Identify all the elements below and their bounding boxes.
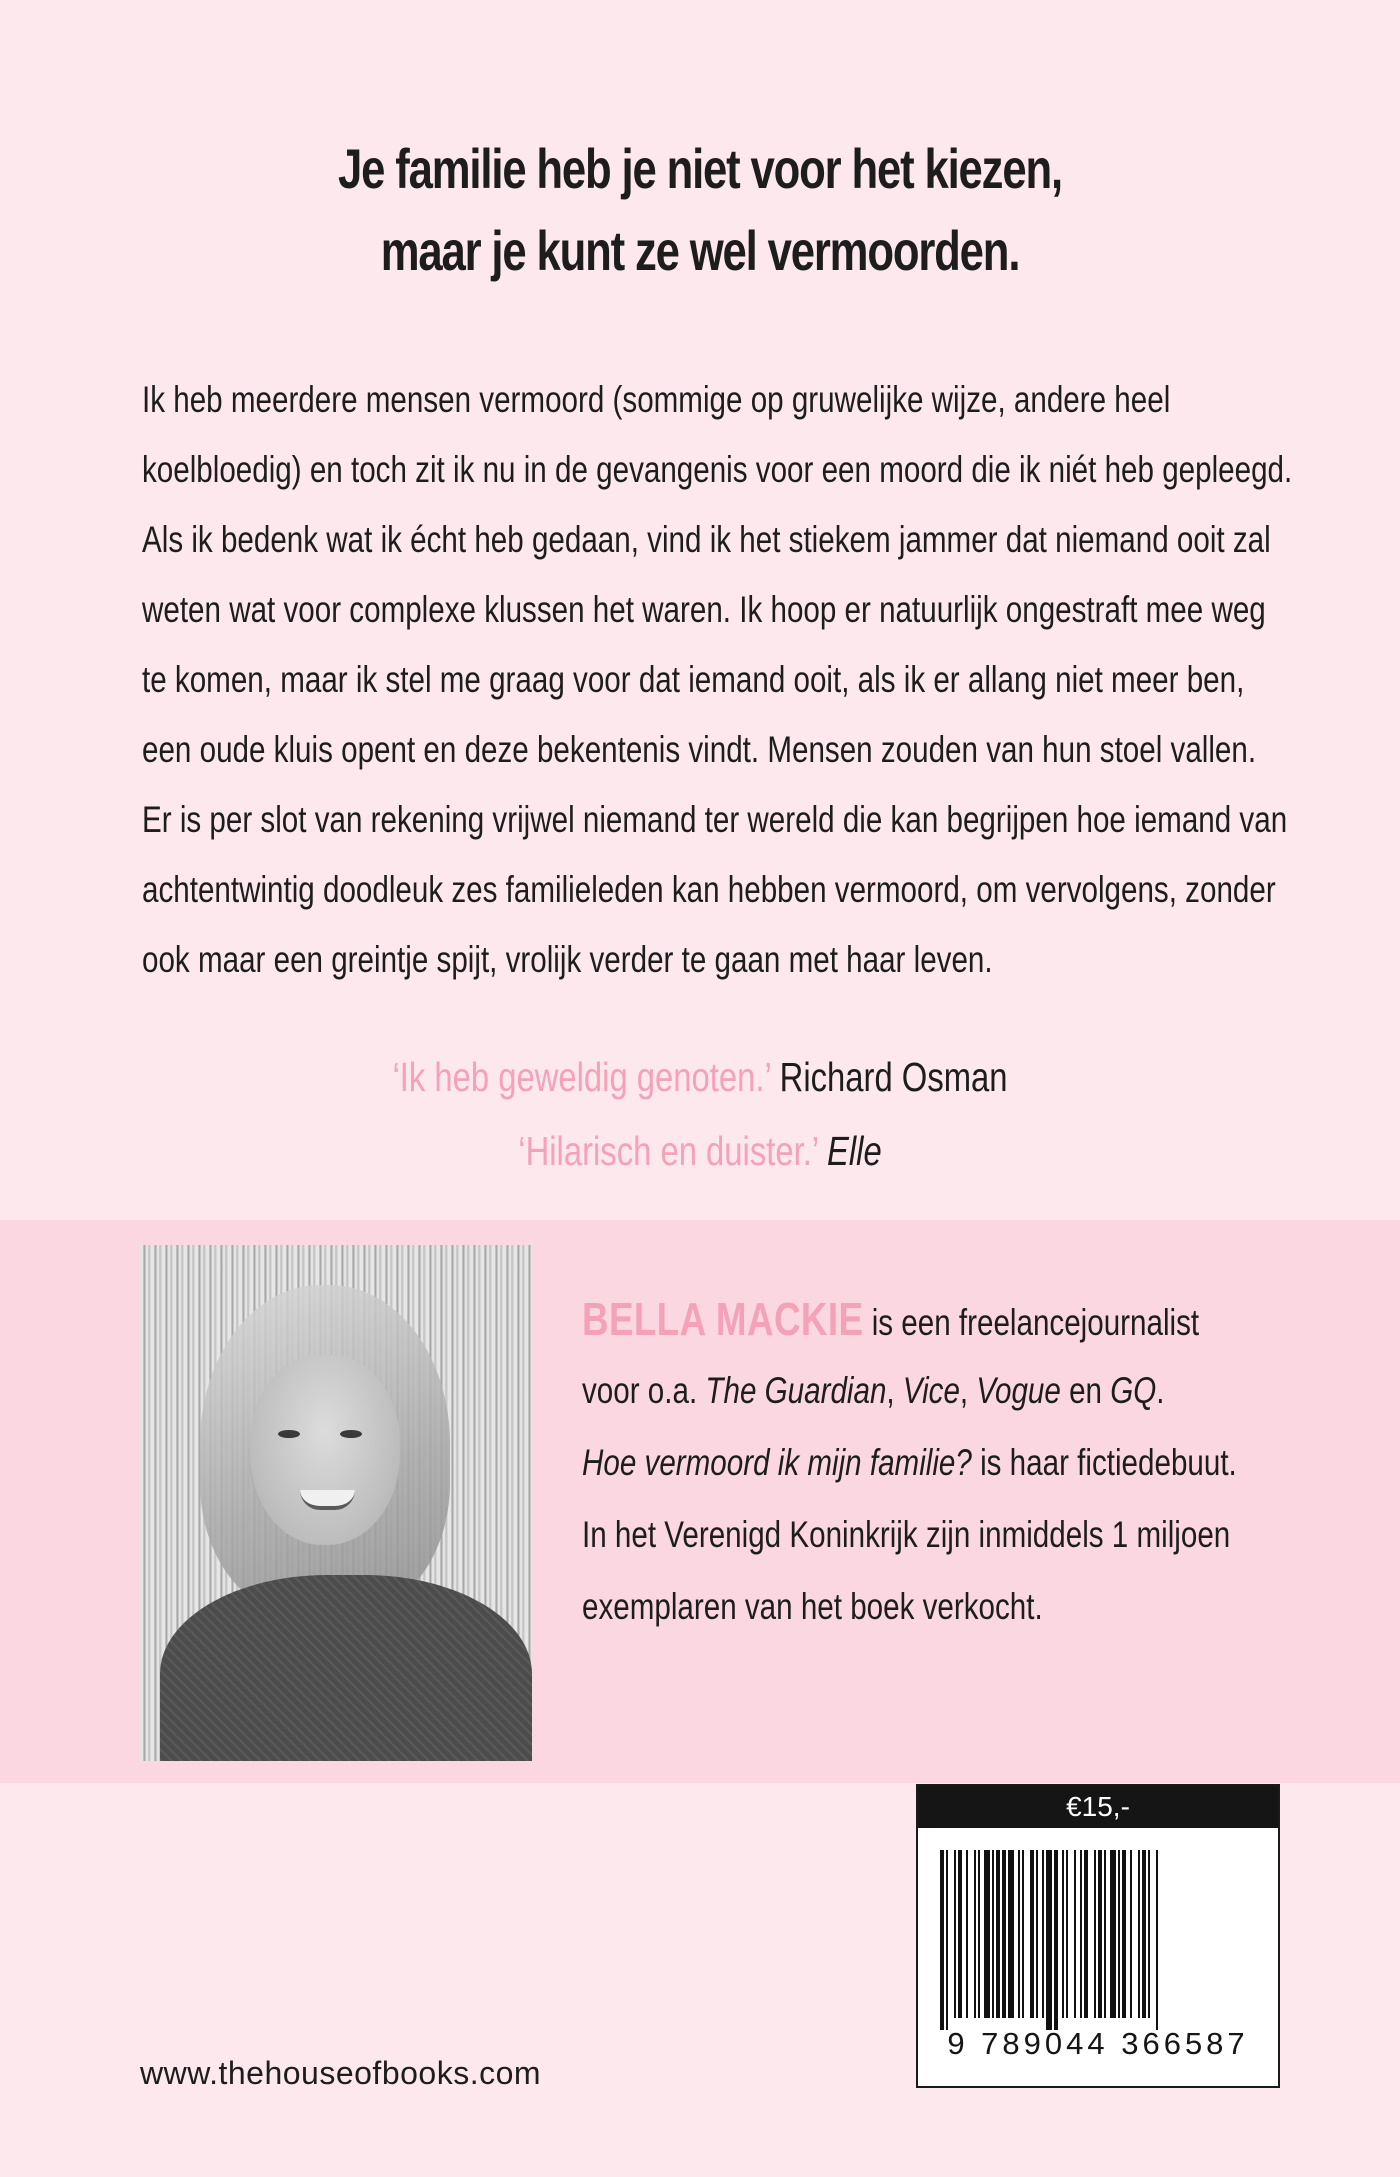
barcode-bar [1022, 1850, 1024, 2018]
bio-text: en [1060, 1370, 1111, 1411]
barcode-bar [1002, 1850, 1006, 2018]
barcode-bar [1148, 1850, 1150, 2018]
bio-text: is haar fictiedebuut. [971, 1442, 1237, 1483]
blurb-line: Ik heb meerdere mensen vermoord (sommige op gruwelijke wijze, andere heel [142, 379, 1171, 420]
blurb-line: ook maar een greintje spijt, vrolijk verder te gaan met haar leven. [142, 939, 993, 980]
photo-eye [340, 1430, 362, 1438]
quote-source: Elle [827, 1128, 882, 1174]
barcode-bar [1104, 1850, 1106, 2018]
blurb-paragraph [142, 365, 1302, 995]
blurb-line: achtentwintig doodleuk zes familieleden kan hebben vermoord, om vervolgens, zonder [142, 869, 1276, 910]
bio-text: is een freelancejournalist [863, 1302, 1200, 1343]
barcode-bar [966, 1850, 968, 2018]
headline-line-1: Je familie heb je niet voor het kiezen, [338, 137, 1062, 200]
barcode-bar [1018, 1850, 1020, 2018]
barcode-bar [946, 1850, 948, 2030]
barcode-bar [1046, 1850, 1052, 2030]
barcode-bar [940, 1850, 944, 2030]
blurb-line: een oude kluis opent en deze bekentenis vindt. Mensen zouden van hun stoel vallen. [142, 729, 1257, 770]
barcode-bar [1098, 1850, 1102, 2018]
publication-name: Vogue [976, 1370, 1061, 1411]
review-quote-osman [140, 1040, 1260, 1114]
barcode-bar [958, 1850, 962, 2018]
book-title: Hoe vermoord ik mijn familie? [582, 1442, 972, 1483]
bio-text: , [959, 1370, 977, 1411]
author-bio [582, 1283, 1342, 1643]
barcode-bar [1008, 1850, 1014, 2018]
barcode-bar [1080, 1850, 1082, 2018]
bio-text: . [1156, 1370, 1165, 1411]
barcode-bar [996, 1850, 1000, 2018]
barcode-bar [1118, 1850, 1120, 2018]
bio-line-2 [582, 1355, 1190, 1427]
barcode-bar [992, 1850, 994, 2018]
photo-eye [278, 1430, 300, 1438]
barcode-bar [1042, 1850, 1044, 2018]
blurb-line: Als ik bedenk wat ik écht heb gedaan, vind ik het stiekem jammer dat niemand ooit zal [142, 519, 1271, 560]
barcode-bar [1062, 1850, 1064, 2018]
barcode-bar [1054, 1850, 1058, 2030]
quote-text: ‘Hilarisch en duister.’ [518, 1128, 818, 1174]
photo-sweater [160, 1575, 532, 1761]
barcode-bar [978, 1850, 980, 2018]
bio-line-4: In het Verenigd Koninkrijk zijn inmiddels 1 miljoen [582, 1514, 1231, 1555]
publication-name: Vice [902, 1370, 960, 1411]
barcode-bar [1094, 1850, 1096, 2018]
barcode-bar [1110, 1850, 1116, 2018]
bio-text: , [886, 1370, 903, 1411]
barcode-bars [938, 1850, 1258, 2030]
barcode-bar [984, 1850, 990, 2018]
quote-source: Richard Osman [779, 1054, 1008, 1100]
bio-text: voor o.a. [582, 1370, 706, 1411]
barcode-box [916, 1784, 1280, 2088]
barcode-bar [1084, 1850, 1088, 2018]
barcode-bar [1130, 1850, 1132, 2018]
isbn-number: 9 789044 366587 [947, 2026, 1249, 2061]
headline-line-2: maar je kunt ze wel vermoorden. [380, 219, 1020, 282]
publication-name: The Guardian [705, 1370, 887, 1411]
blurb-line: te komen, maar ik stel me graag voor dat iemand ooit, als ik er allang niet meer ben, [142, 659, 1245, 700]
bio-line-1 [582, 1283, 1200, 1355]
barcode-bar [954, 1850, 956, 2018]
headline [0, 128, 1400, 292]
blurb-line: Er is per slot van rekening vrijwel niemand ter wereld die kan begrijpen hoe iemand van [142, 799, 1288, 840]
photo-face [250, 1355, 400, 1545]
author-name: BELLA MACKIE [582, 1293, 864, 1345]
barcode-bar [974, 1850, 976, 2018]
blurb-line: weten wat voor complexe klussen het waren. Ik hoop er natuurlijk ongestraft mee weg [142, 589, 1266, 630]
publisher-website: www.thehouseofbooks.com [140, 2055, 542, 2091]
barcode-bar [1066, 1850, 1068, 2018]
barcode-bar [1142, 1850, 1146, 2018]
barcode-bar [1138, 1850, 1140, 2018]
review-quotes [0, 1040, 1400, 1188]
barcode-bar [1030, 1850, 1034, 2018]
author-photo [140, 1245, 532, 1761]
review-quote-elle [140, 1114, 1260, 1188]
barcode-bar [1122, 1850, 1126, 2018]
barcode-bar [1074, 1850, 1076, 2018]
quote-text: ‘Ik heb geweldig genoten.’ [392, 1054, 771, 1100]
publication-name: GQ [1110, 1370, 1157, 1411]
bio-line-5: exemplaren van het boek verkocht. [582, 1586, 1043, 1627]
barcode-bar [1036, 1850, 1038, 2018]
barcode-bar [1156, 1850, 1158, 2030]
blurb-line: koelbloedig) en toch zit ik nu in de gevangenis voor een moord die ik niét heb gepleegd. [142, 449, 1293, 490]
price-label: €15,- [918, 1786, 1278, 1828]
bio-line-3 [582, 1427, 1237, 1499]
